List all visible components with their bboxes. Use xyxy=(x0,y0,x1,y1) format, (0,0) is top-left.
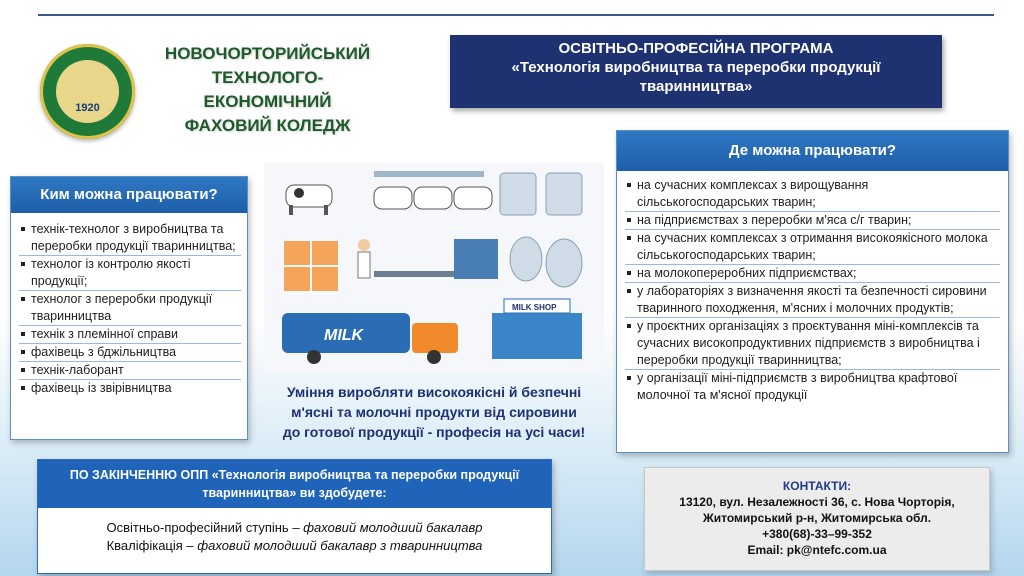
conveyor-icon xyxy=(374,239,498,279)
list-item: на молокопереробних підприємствах; xyxy=(625,265,1000,283)
college-name-line: ТЕХНОЛОГО- xyxy=(211,68,324,87)
contacts-box xyxy=(644,467,990,571)
contacts-email[interactable]: Email: pk@ntefc.com.ua xyxy=(747,543,887,557)
college-name xyxy=(150,42,385,138)
degree-value: фаховий молодший бакалавр xyxy=(303,520,483,535)
outcome-head-line: ПО ЗАКІНЧЕННЮ ОПП «Технологія виробництва та переробки продукції xyxy=(69,468,520,482)
list-item: на сучасних комплексах з вирощування сільськогосподарських тварин; xyxy=(625,177,1000,212)
tank-icon xyxy=(500,173,582,215)
college-name-line: ЕКОНОМІЧНИЙ xyxy=(203,92,332,111)
list-item: технік-лаборант xyxy=(19,362,241,380)
contacts-region: Житомирський р-н, Житомирська обл. xyxy=(702,511,932,525)
outcome-head-line: тваринництва» ви здобудете: xyxy=(202,486,387,500)
contacts-phone[interactable]: +380(68)-33–99-352 xyxy=(762,527,872,541)
truck-label: MILK xyxy=(324,327,364,344)
degree-line xyxy=(38,519,551,537)
list-item: фахівець із звірівництва xyxy=(19,380,241,397)
contacts-title: КОНТАКТИ: xyxy=(782,479,852,493)
outcome-body xyxy=(38,508,551,555)
who-list xyxy=(11,213,247,397)
list-item: у проєктних організаціях з проєктування міні-комплексів та сучасних високопродуктивних підприємств з виробництва і переробки продукції тваринництва; xyxy=(625,318,1000,370)
milk-truck-icon xyxy=(282,313,458,364)
where-title: Де можна працювати? xyxy=(617,131,1008,171)
list-item: у організації міні-підприємств з виробництва крафтової молочної та м'ясної продукції xyxy=(625,370,1000,404)
shop-label: MILK SHOP xyxy=(512,303,557,312)
list-item: на підприємствах з переробки м'яса с/г тварин; xyxy=(625,212,1000,230)
college-logo xyxy=(40,44,135,139)
who-panel xyxy=(10,176,248,440)
list-item: на сучасних комплексах з отримання високоякісного молока сільськогосподарських тварин; xyxy=(625,230,1000,265)
list-item: фахівець з бджільництва xyxy=(19,344,241,362)
outcome-box xyxy=(37,459,552,574)
who-title: Ким можна працювати? xyxy=(11,177,247,213)
qualification-value: фаховий молодший бакалавр з тваринництва xyxy=(197,538,483,553)
program-name-cont: тваринництва» xyxy=(639,78,753,95)
milk-shop-icon xyxy=(492,299,582,359)
crates-icon xyxy=(284,241,338,291)
slogan-line: Уміння виробляти високоякісні й безпечні xyxy=(286,384,582,400)
cow-icon xyxy=(286,185,332,215)
list-item: у лабораторіях з визначення якості та безпечності сировини тваринного походження, м'ясних і молочних продуктів; xyxy=(625,283,1000,318)
list-item: технік-технолог з виробництва та переробки продукції тваринництва; xyxy=(19,221,241,256)
illustration-svg xyxy=(264,163,604,373)
milking-line-icon xyxy=(374,171,492,209)
outcome-head xyxy=(38,460,551,508)
college-name-line: ФАХОВИЙ КОЛЕДЖ xyxy=(184,116,351,135)
where-list xyxy=(617,171,1008,404)
degree-label: Освітньо-професійний ступінь – xyxy=(106,520,304,535)
list-item: технік з племінної справи xyxy=(19,326,241,344)
program-banner xyxy=(450,35,942,108)
slogan-line: м'ясні та молочні продукти від сировини xyxy=(291,404,577,420)
top-divider xyxy=(38,14,994,16)
slogan xyxy=(266,382,602,442)
slogan-line: до готової продукції - професія на усі часи! xyxy=(282,424,586,440)
list-item: технолог з переробки продукції тваринництва xyxy=(19,291,241,326)
logo-year: 1920 xyxy=(75,102,100,114)
production-illustration xyxy=(264,163,604,373)
processing-tanks-icon xyxy=(510,237,582,287)
qualification-line xyxy=(38,537,551,555)
worker-icon xyxy=(358,239,370,278)
program-name: «Технологія виробництва та переробки продукції xyxy=(511,59,881,76)
college-name-line: НОВОЧОРТОРИЙСЬКИЙ xyxy=(164,44,371,63)
qualification-label: Кваліфікація – xyxy=(106,538,198,553)
program-title: ОСВІТНЬО-ПРОФЕСІЙНА ПРОГРАМА xyxy=(558,40,834,57)
where-panel xyxy=(616,130,1009,453)
contacts-address: 13120, вул. Незалежності 36, с. Нова Чорторія, xyxy=(679,495,955,509)
list-item: технолог із контролю якості продукції; xyxy=(19,256,241,291)
